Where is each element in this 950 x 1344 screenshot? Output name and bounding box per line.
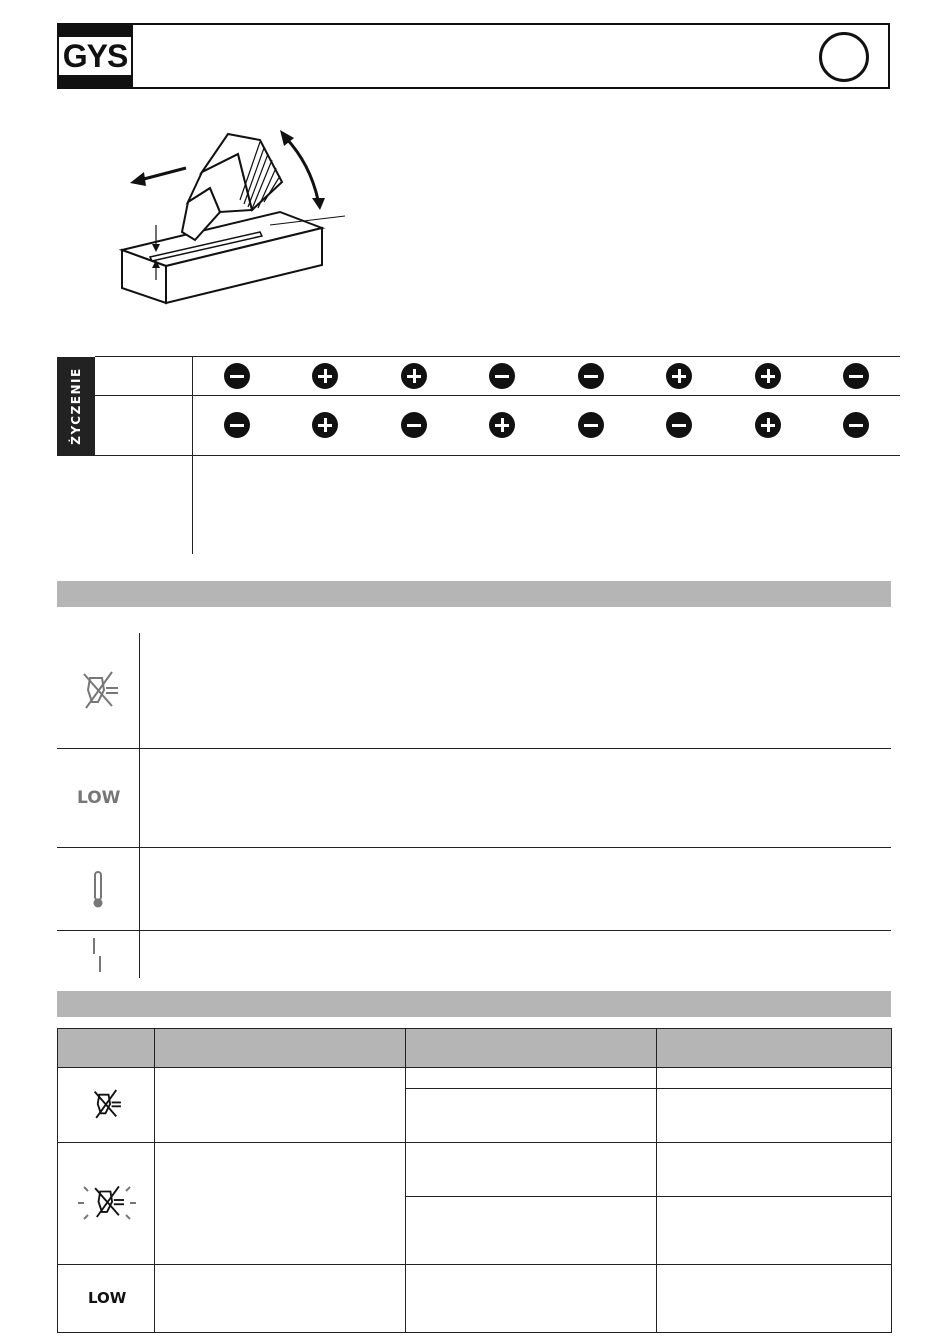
plus-icon [312,363,338,389]
plus-icon [489,412,515,438]
fault-row-line-1 [58,1142,891,1143]
indicator-line-2 [57,847,891,848]
logo-text: GYS [62,38,128,74]
wish-side-label-text: ŻYCZENIE [69,367,83,445]
minus-icon [401,412,427,438]
minus-icon [843,363,869,389]
fault-row-line-head [58,1067,891,1068]
no-torch-icon [78,668,122,712]
minus-icon [224,412,250,438]
fault-row-line-2 [58,1264,891,1265]
thermometer-icon [90,870,106,910]
torch-welding-illustration [110,120,360,310]
minus-icon [666,412,692,438]
minus-icon [224,363,250,389]
minus-icon [578,412,604,438]
fault-row-line-2a [405,1196,891,1197]
wish-side-label [57,357,95,455]
table-line-top [95,356,900,357]
fault-col-divider-3 [656,1029,657,1332]
low-voltage-indicator: LOW [77,788,121,808]
indicator-line-3 [57,930,891,931]
plus-icon [401,363,427,389]
fault-no-torch-blinking-icon [76,1181,138,1225]
fault-table [57,1028,892,1333]
fault-table-header [58,1029,891,1067]
plus-icon [312,412,338,438]
logo-bar-top [59,25,131,37]
fault-col-divider-1 [154,1029,155,1332]
fault-no-torch-icon [90,1087,124,1121]
plus-icon [755,412,781,438]
fault-row-line-1a [405,1088,891,1089]
language-circle-icon [819,32,869,82]
section-bar-indicators [57,581,891,607]
minus-icon [578,363,604,389]
gys-logo [59,25,131,87]
minus-icon [843,412,869,438]
fuse-icon [88,936,108,974]
plus-icon [755,363,781,389]
table-line-mid [95,395,900,396]
plus-icon [666,363,692,389]
section-bar-faults [57,991,891,1017]
fault-col-divider-2 [405,1029,406,1332]
table-line-bottom [57,455,900,456]
fault-low-voltage-label: LOW [88,1289,127,1307]
logo-bar-bottom [59,75,131,87]
table-column-divider [192,356,193,554]
minus-icon [489,363,515,389]
page-header [57,23,890,89]
header-divider [131,25,133,87]
indicator-column-divider [139,633,140,978]
indicator-line-1 [57,748,891,749]
